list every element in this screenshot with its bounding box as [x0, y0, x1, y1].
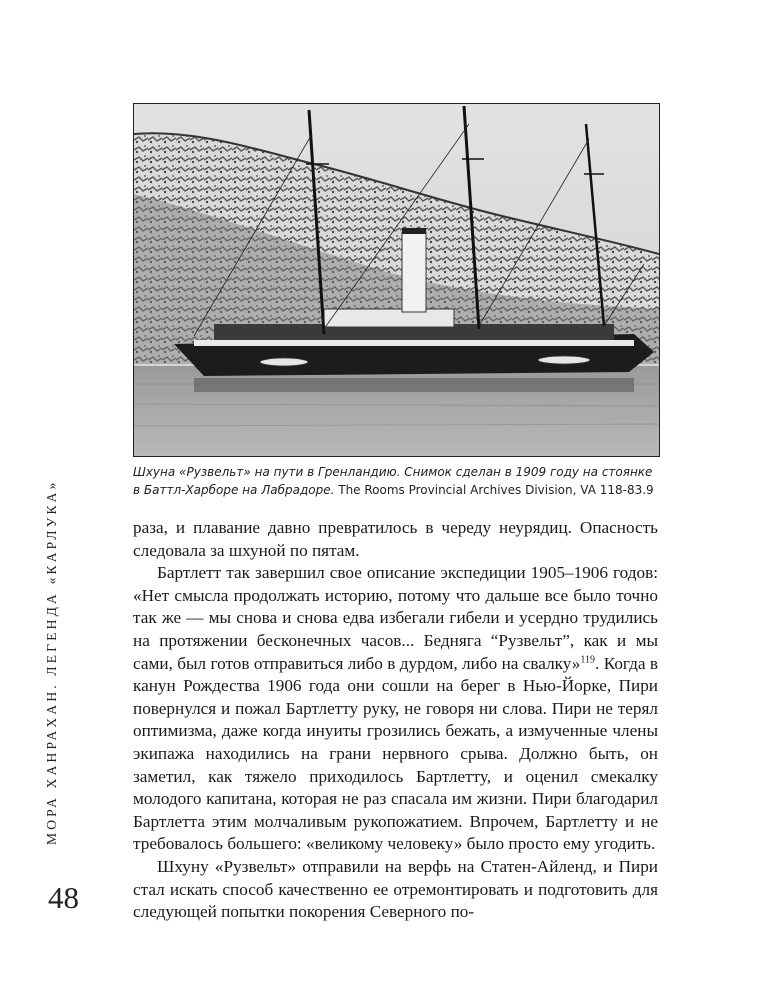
paragraph: Шхуну «Рузвельт» отправили на верфь на Статен-Айленд, и Пири стал искать способ качественно ее отремонтировать и подготовить для следующей попытки покорения Северного по-	[133, 856, 658, 922]
caption-description: Шхуна «Рузвельт» на пути в Гренландию. Снимок сделан в 1909 году на стоянке в Баттл-Харборе на Лабрадоре.	[133, 465, 653, 497]
paragraph	[133, 562, 658, 856]
paragraph-text: . Когда в канун Рождества 1906 года они сошли на берег в Нью-Йорке, Пири повернулся и пожал Бартлетту руку, не говоря ни слова. Пири не терял оптимизма, даже когда инуиты грозились бежать, а измученные члены экипажа находились на грани нервного срыва. Должно быть, он заметил, как тяжело приходилось Бартлетту, и оценил смекалку молодого капитана, которая не раз спасала им жизни. Пири благодарил Бартлетта этим молчаливым рукопожатием. Впрочем, Бартлетту и не требовалось большего: «великому человеку» было просто ему угодить.	[133, 653, 658, 854]
photo-caption	[133, 463, 658, 499]
paragraph: раза, и плавание давно превратилось в череду неурядиц. Опасность следовала за шхуной по пятам.	[133, 518, 658, 560]
footnote-reference[interactable]: 119	[580, 653, 596, 665]
ship-photograph	[133, 103, 660, 457]
ship-photo-illustration	[134, 104, 659, 456]
running-header-text: МОРА ХАНРАХАН. ЛЕГЕНДА «КАРЛУКА»	[44, 479, 59, 845]
page-number: 48	[48, 880, 79, 915]
body-text	[133, 517, 658, 924]
paragraph-text: Бартлетт так завершил свое описание экспедиции 1905–1906 годов: «Нет смысла продолжать историю, потому что дальше все было точно так же — мы снова и снова едва избегали гибели и усердно трудились на протяжении бесконечных часов... Бедняга “Рузвельт”, как и мы сами, был готов отправиться либо в дурдом, либо на свалку»	[133, 563, 658, 673]
caption-source: The Rooms Provincial Archives Division, VA 118-83.9	[334, 483, 654, 497]
